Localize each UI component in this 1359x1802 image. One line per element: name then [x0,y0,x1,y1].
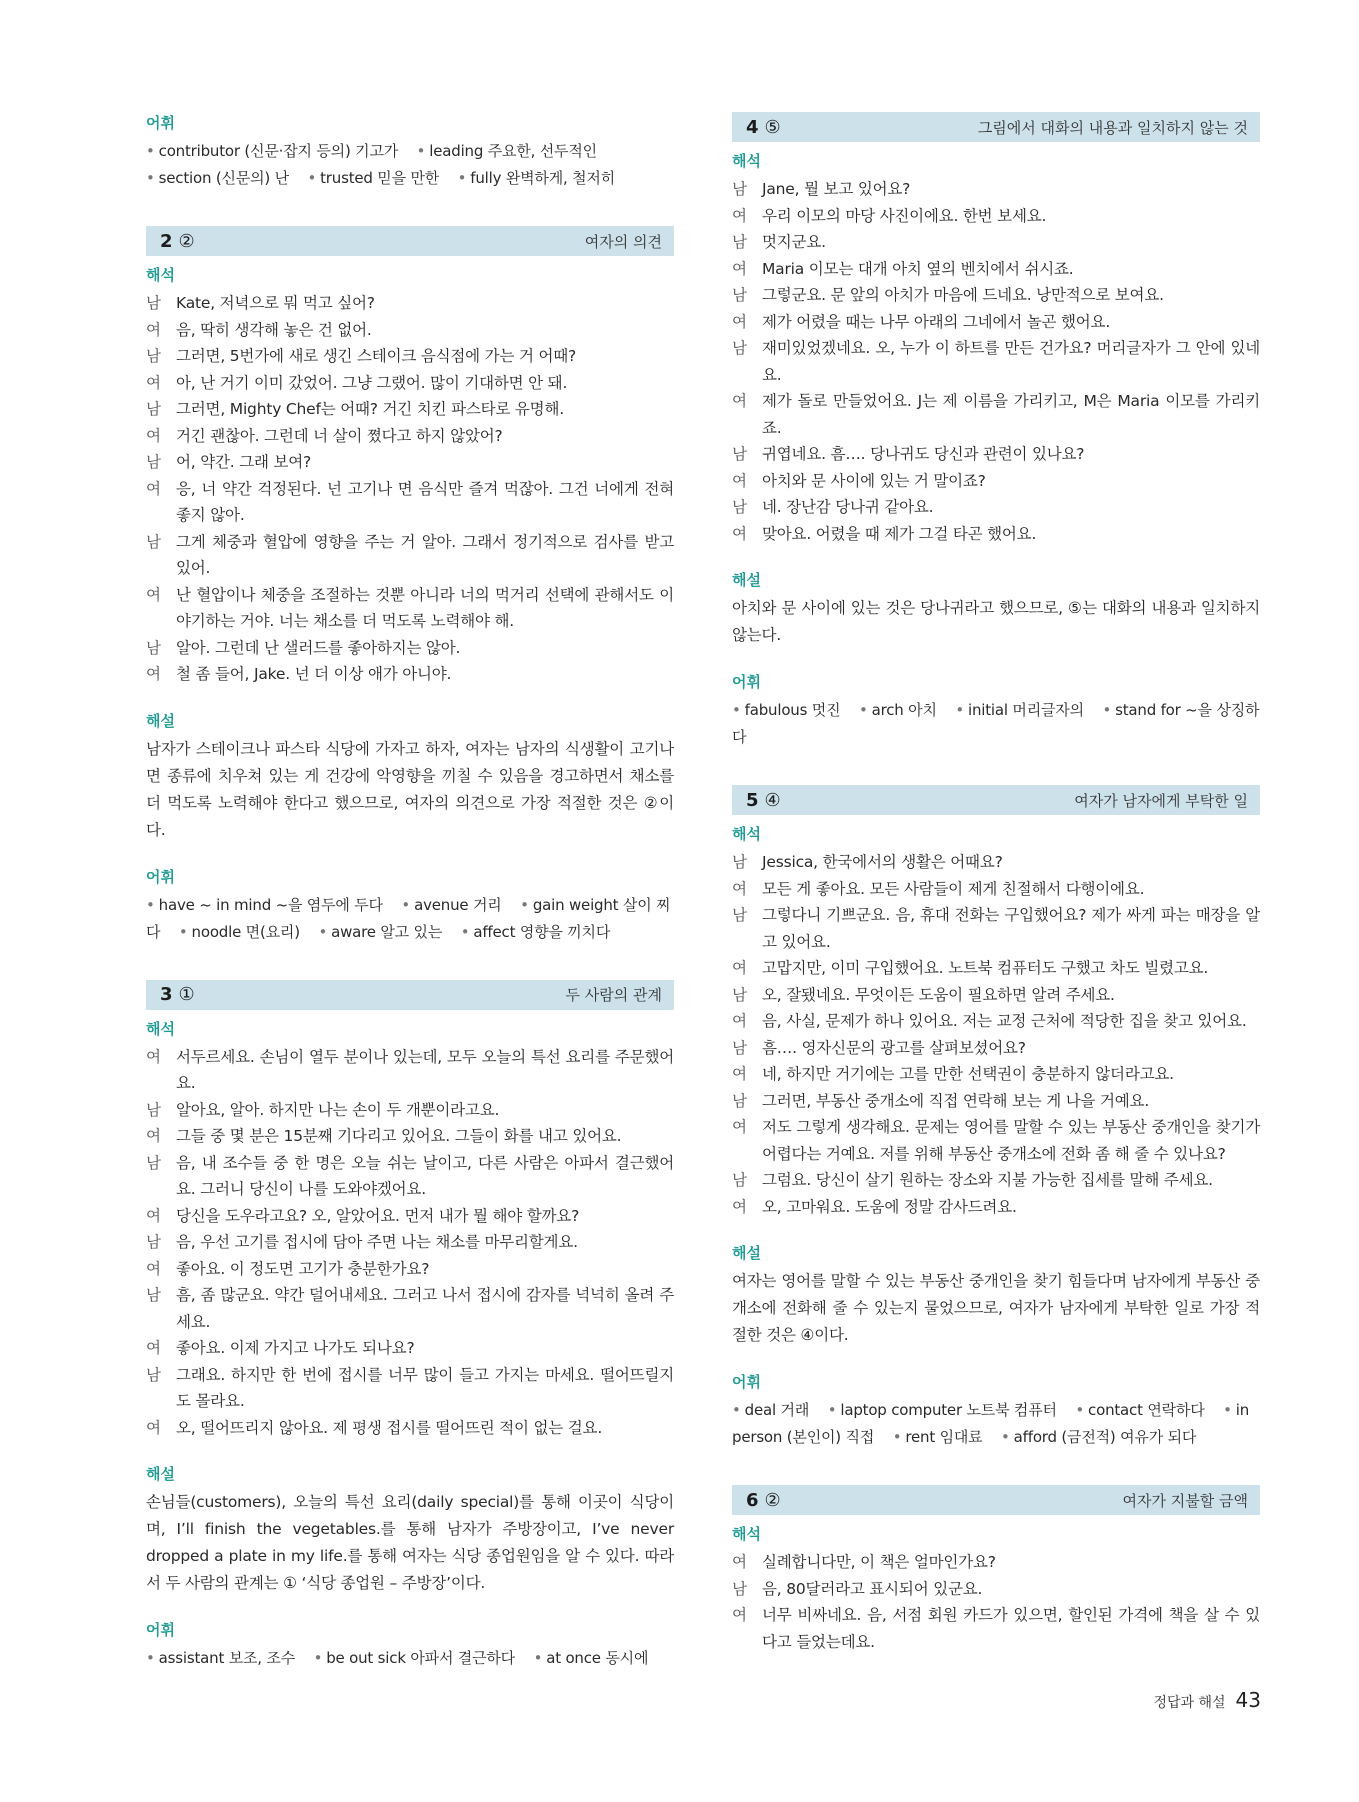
speaker-label: 여 [146,426,161,445]
vocab-text: noodle 면(요리) [191,922,300,941]
speaker-label: 여 [146,1339,161,1357]
vocab-text: arch 아치 [871,701,937,719]
bullet-icon: • [146,895,155,914]
speaker-label: 남 [732,233,747,251]
speaker-label: 여 [146,1047,161,1066]
q4-explanation-label: 해설 [732,571,761,589]
q2-title: 여자의 의견 [584,232,662,251]
dialogue-text: 음, 사실, 문제가 하나 있어요. 저는 교정 근처에 적당한 집을 찾고 있어요. [762,1012,1247,1030]
q6-dialogue [732,1549,1260,1655]
dialogue-line [146,290,674,317]
dialogue-text: 그래요. 하지만 한 번에 접시를 너무 많이 들고 가지는 마세요. 떨어뜨릴지도 몰라요. [176,1365,674,1410]
dialogue-text: 오, 잘됐네요. 무엇이든 도움이 필요하면 알려 주세요. [762,985,1115,1004]
dialogue-line [732,521,1260,548]
q5-vocab-label: 어휘 [732,1373,761,1391]
q2-header-bar [146,226,674,256]
vocab-text: afford (금전적) 여유가 되다 [1013,1428,1197,1446]
vocab-item [458,169,615,187]
q3-explanation-label: 해설 [146,1465,175,1483]
speaker-label: 여 [146,665,161,683]
bullet-icon: • [313,1649,323,1667]
speaker-label: 여 [732,1197,747,1216]
dialogue-line [732,282,1260,309]
bullet-icon: • [457,169,467,187]
dialogue-text: 거긴 괜찮아. 그런데 너 살이 쪘다고 하지 않았어? [176,426,503,445]
dialogue-text: 너무 비싸네요. 음, 서점 회원 카드가 있으면, 할인된 가격에 책을 살 수 있다고 들었는데요. [762,1606,1260,1651]
dialogue-text: 그게 체중과 혈압에 영향을 주는 거 알아. 그래서 정기적으로 검사를 받고 있어. [176,532,674,577]
bullet-icon: • [732,1401,741,1419]
q5-explanation-label: 해설 [732,1244,761,1262]
q3-dialogue [146,1044,674,1442]
page-footer [1153,1688,1261,1712]
dialogue-text: 실례합니다만, 이 책은 얼마인가요? [762,1553,996,1571]
q2-explanation-label: 해설 [146,711,175,730]
vocab-text: in person (본인이) 직접 [732,1401,1250,1446]
vocab-item [146,896,383,914]
bullet-icon: • [460,922,470,941]
dialogue-line [732,982,1260,1009]
vocab-item [146,1649,295,1667]
dialogue-text: 그들 중 몇 분은 15분째 기다리고 있어요. 그들이 화를 내고 있어요. [176,1127,622,1145]
q4-vocab-list [732,697,1260,751]
dialogue-text: Jessica, 한국에서의 생활은 어때요? [762,853,1003,871]
dialogue-text: 오, 고마워요. 도움에 정말 감사드려요. [762,1197,1017,1216]
q2-explanation: 남자가 스테이크나 파스타 식당에 가자고 하자, 여자는 남자의 식생활이 고기나 면 종류에 치우쳐 있는 게 건강에 악영향을 끼칠 수 있음을 경고하면서 채소를 더 먹도록 노력해야 한다고 했으므로, 여자의 의견으로 가장 적절한 것은 ②이다. [146,739,674,839]
q2-translation-label: 해석 [146,266,175,284]
speaker-label: 남 [732,985,747,1004]
q6-title: 여자가 지불할 금액 [1122,1491,1248,1510]
dialogue-text: 고맙지만, 이미 구입했어요. 노트북 컴퓨터도 구했고 차도 빌렸고요. [762,959,1209,977]
dialogue-line [146,1097,674,1124]
speaker-label: 남 [146,400,161,418]
dialogue-line [732,1035,1260,1062]
speaker-label: 남 [146,1365,161,1384]
vocab-text: stand for ~을 상징하다 [732,701,1260,746]
dialogue-text: 당신을 도우라고요? 오, 알았어요. 먼저 내가 뭘 해야 할까요? [176,1206,580,1225]
q2-answer: ② [178,230,195,252]
vocab-item [1001,1428,1196,1446]
dialogue-line [732,1549,1260,1576]
vocab-item [318,923,442,941]
dialogue-line [146,529,674,582]
speaker-label: 남 [732,1038,747,1057]
vocab-item [461,923,610,941]
speaker-label: 남 [146,294,161,312]
speaker-label: 여 [732,1118,747,1136]
dialogue-text: 음, 우선 고기를 접시에 담아 주면 나는 채소를 마무리할게요. [176,1233,578,1251]
dialogue-line [732,309,1260,336]
speaker-label: 여 [732,1065,747,1083]
dialogue-text: 그러면, 부동산 중개소에 직접 연락해 보는 게 나을 거예요. [762,1091,1150,1110]
q1-vocab-list [146,138,674,192]
dialogue-text: 아치와 문 사이에 있는 거 말이죠? [762,471,986,490]
dialogue-text: 재미있었겠네요. 오, 누가 이 하트를 만든 건가요? 머리글자가 그 안에 있네요. [762,339,1260,384]
dialogue-text: 그렇군요. 문 앞의 아치가 마음에 드네요. 낭만적으로 보여요. [762,286,1164,304]
vocab-item [893,1428,983,1446]
footer-section-label: 정답과 해설 [1153,1695,1226,1711]
dialogue-line [146,635,674,662]
q3-title: 두 사람의 관계 [565,986,662,1004]
dialogue-line [732,1008,1260,1035]
speaker-label: 여 [146,1127,161,1145]
vocab-item [732,701,840,719]
speaker-label: 남 [146,1233,161,1251]
q1-vocab-label: 어휘 [146,114,175,132]
vocab-text: affect 영향을 끼치다 [473,922,611,941]
bullet-icon: • [827,1401,837,1419]
dialogue-line [146,1256,674,1283]
dialogue-text: 어, 약간. 그래 보여? [176,453,312,471]
dialogue-text: 제가 어렸을 때는 나무 아래의 그네에서 놀곤 했어요. [762,312,1111,331]
speaker-label: 여 [146,585,161,604]
q2-number: 2 [160,230,173,252]
vocab-text: gain weight 살이 찌다 [146,895,671,941]
vocab-item [534,1649,649,1667]
dialogue-line [732,229,1260,256]
dialogue-text: 저도 그렇게 생각해요. 문제는 영어를 말할 수 있는 부동산 중개인을 찾기가 어렵다는 거예요. 저를 위해 부동산 중개소에 전화 좀 해 줄 수 있나요? [762,1118,1260,1163]
vocab-text: at once 동시에 [546,1649,649,1667]
q3-answer: ① [178,984,195,1005]
dialogue-line [732,335,1260,388]
speaker-label: 남 [732,1171,747,1189]
vocab-item [859,701,937,719]
dialogue-line [732,494,1260,521]
dialogue-line [146,661,674,688]
q3-translation-label: 해석 [146,1019,175,1038]
dialogue-line [732,176,1260,203]
speaker-label: 여 [146,1259,161,1278]
speaker-label: 남 [732,286,747,304]
q4-explanation: 아치와 문 사이에 있는 것은 당나귀라고 했으므로, ⑤는 대화의 내용과 일치하지 않는다. [732,599,1260,644]
bullet-icon: • [318,922,328,941]
dialogue-text: 난 혈압이나 체중을 조절하는 것뿐 아니라 너의 먹거리 선택에 관해서도 이야기하는 거야. 너는 채소를 더 먹도록 노력해야 해. [176,585,674,630]
speaker-label: 남 [732,339,747,357]
bullet-icon: • [1223,1401,1232,1419]
dialogue-line [732,441,1260,468]
dialogue-line [146,476,674,529]
speaker-label: 남 [146,532,161,551]
q4-header-bar [732,112,1260,142]
vocab-text: laptop computer 노트북 컴퓨터 [840,1401,1057,1419]
speaker-label: 여 [146,320,161,339]
bullet-icon: • [401,895,411,914]
dialogue-line [732,1088,1260,1115]
speaker-label: 여 [732,392,747,410]
speaker-label: 남 [146,1100,161,1119]
vocab-text: avenue 거리 [414,895,502,914]
dialogue-text: 철 좀 들어, Jake. 넌 더 이상 애가 아니야. [176,665,452,683]
dialogue-text: 음, 딱히 생각해 놓은 건 없어. [176,320,372,339]
dialogue-text: Jane, 뭘 보고 있어요? [762,180,911,198]
vocab-item [417,142,597,160]
dialogue-line [732,388,1260,441]
dialogue-text: 네. 장난감 당나귀 같아요. [762,498,934,516]
vocab-item [179,923,300,941]
dialogue-line [146,1362,674,1415]
q5-number: 5 [746,789,759,811]
vocab-text: contributor (신문·잡지 등의) 기고가 [158,142,399,160]
vocab-item [732,1401,809,1419]
q5-title: 여자가 남자에게 부탁한 일 [1074,791,1248,810]
dialogue-text: 알아. 그런데 난 샐러드를 좋아하지는 않아. [176,638,461,657]
speaker-label: 여 [732,471,747,490]
q4-vocab-label: 어휘 [732,673,761,691]
q4-title: 그림에서 대화의 내용과 일치하지 않는 것 [977,118,1248,137]
speaker-label: 여 [146,479,161,498]
vocab-text: aware 알고 있는 [331,922,443,941]
vocab-text: trusted 믿을 만한 [320,169,440,187]
dialogue-line [732,1167,1260,1194]
dialogue-line [146,1229,674,1256]
bullet-icon: • [178,922,188,941]
vocab-item [401,896,501,914]
dialogue-line [732,1114,1260,1167]
dialogue-line [732,468,1260,495]
dialogue-text: 모든 게 좋아요. 모든 사람들이 제게 친절해서 다행이에요. [762,879,1145,898]
speaker-label: 여 [732,259,747,278]
dialogue-text: 멋지군요. [762,233,826,251]
dialogue-line [732,1602,1260,1655]
q4-translation-label: 해석 [732,152,761,170]
dialogue-text: 그러면, Mighty Chef는 어때? 거긴 치킨 파스타로 유명해. [176,400,564,418]
q2-vocab-label: 어휘 [146,867,175,886]
dialogue-line [732,902,1260,955]
vocab-item [314,1649,515,1667]
bullet-icon: • [732,701,741,719]
dialogue-text: 응, 너 약간 걱정된다. 넌 고기나 면 음식만 즐겨 먹잖아. 그건 너에게 전혀 좋지 않아. [176,479,674,524]
bullet-icon: • [307,169,317,187]
dialogue-line [732,1576,1260,1603]
speaker-label: 여 [146,1206,161,1225]
speaker-label: 남 [732,1091,747,1110]
speaker-label: 남 [146,453,161,471]
dialogue-text: 그럼요. 당신이 살기 원하는 장소와 지불 가능한 집세를 말해 주세요. [762,1171,1213,1189]
dialogue-text: 그러면, 5번가에 새로 생긴 스테이크 음식점에 가는 거 어때? [176,347,577,365]
speaker-label: 남 [732,1579,747,1598]
bullet-icon: • [858,701,868,719]
speaker-label: 여 [732,879,747,898]
vocab-item [146,142,398,160]
speaker-label: 남 [146,1153,161,1172]
dialogue-line [732,203,1260,230]
dialogue-text: 서두르세요. 손님이 열두 분이나 있는데, 모두 오늘의 특선 요리를 주문했어요. [176,1047,674,1092]
speaker-label: 여 [146,1418,161,1437]
q3-explanation: 손님들(customers), 오늘의 특선 요리(daily special)를 통해 이곳이 식당이며, I’ll finish the vegetables.를 통해 남자가 주방장이고, I’ve never dropped a plate in my life.를 통해 여자는 식당 종업원임을 알 수 있다. 따라서 두 사람의 관계는 ① ‘식당 종업원 – 주방장’이다. [146,1493,674,1592]
bullet-icon: • [146,142,155,160]
vocab-text: leading 주요한, 선두적인 [429,142,597,160]
dialogue-line [732,256,1260,283]
vocab-item [828,1401,1057,1419]
vocab-text: fully 완벽하게, 철저히 [470,169,616,187]
dialogue-text: 좋아요. 이제 가지고 나가도 되나요? [176,1339,415,1357]
q2-dialogue [146,290,674,688]
q4-dialogue [732,176,1260,547]
dialogue-line [146,1123,674,1150]
dialogue-line [146,449,674,476]
bullet-icon: • [1001,1428,1010,1446]
speaker-label: 남 [146,1286,161,1304]
dialogue-line [146,1415,674,1442]
q6-answer: ② [764,1489,781,1511]
speaker-label: 여 [732,1606,747,1624]
q6-translation-label: 해석 [732,1525,761,1543]
vocab-text: rent 임대료 [905,1428,983,1446]
speaker-label: 남 [146,638,161,657]
vocab-text: be out sick 아파서 결근하다 [326,1649,515,1667]
speaker-label: 남 [732,853,747,871]
bullet-icon: • [1075,1401,1085,1419]
dialogue-text: 귀엽네요. 흠…. 당나귀도 당신과 관련이 있나요? [762,445,1085,463]
dialogue-line [146,1150,674,1203]
dialogue-text: 아, 난 거기 이미 갔었어. 그냥 그랬어. 많이 기대하면 안 돼. [176,373,568,392]
q3-header-bar [146,980,674,1010]
dialogue-text: 오, 떨어뜨리지 않아요. 제 평생 접시를 떨어뜨린 적이 없는 걸요. [176,1418,603,1437]
speaker-label: 여 [732,1012,747,1030]
speaker-label: 남 [732,498,747,516]
q2-vocab-list [146,892,674,946]
dialogue-text: Maria 이모는 대개 아치 옆의 벤치에서 쉬시죠. [762,259,1074,278]
dialogue-text: 우리 이모의 마당 사진이에요. 한번 보세요. [762,206,1047,225]
dialogue-line [146,423,674,450]
dialogue-text: 음, 내 조수들 중 한 명은 오늘 쉬는 날이고, 다른 사람은 아파서 결근했어요. 그러니 당신이 나를 도와야겠어요. [176,1153,674,1198]
q5-header-bar [732,785,1260,815]
dialogue-text: 맞아요. 어렸을 때 제가 그걸 타곤 했어요. [762,524,1037,543]
dialogue-text: 음, 80달러라고 표시되어 있군요. [762,1579,983,1598]
dialogue-line [146,1282,674,1335]
q3-number: 3 [160,984,173,1005]
vocab-text: have ~ in mind ~을 염두에 두다 [158,895,383,914]
vocab-item [955,701,1084,719]
vocab-item [1075,1401,1204,1419]
dialogue-line [732,955,1260,982]
bullet-icon: • [892,1428,902,1446]
vocab-text: fabulous 멋진 [744,701,841,719]
dialogue-line [146,1044,674,1097]
left-column [146,112,674,1672]
vocab-text: deal 거래 [744,1401,810,1419]
dialogue-text: 흠, 좀 많군요. 약간 덜어내세요. 그러고 나서 접시에 감자를 넉넉히 올려 주세요. [176,1286,674,1331]
q3-vocab-label: 어휘 [146,1621,175,1639]
dialogue-line [146,343,674,370]
q3-vocab-list [146,1645,674,1672]
q6-number: 6 [746,1489,759,1511]
speaker-label: 남 [732,906,747,924]
dialogue-line [732,1194,1260,1221]
q5-answer: ④ [764,789,781,811]
q4-answer: ⑤ [764,116,781,138]
speaker-label: 여 [732,312,747,331]
bullet-icon: • [1102,701,1112,719]
bullet-icon: • [146,1649,155,1667]
q5-explanation: 여자는 영어를 말할 수 있는 부동산 중개인을 찾기 힘들다며 남자에게 부동산 중개소에 전화해 줄 수 있는지 물었으므로, 여자가 남자에게 부탁한 일로 가장 적절한 것은 ④이다. [732,1272,1260,1344]
dialogue-line [732,849,1260,876]
speaker-label: 여 [732,206,747,225]
page-number: 43 [1235,1688,1261,1712]
dialogue-text: 그렇다니 기쁘군요. 음, 휴대 전화는 구입했어요? 제가 싸게 파는 매장을 알고 있어요. [762,906,1260,951]
speaker-label: 남 [146,347,161,365]
q6-header-bar [732,1485,1260,1515]
vocab-item [307,169,439,187]
bullet-icon: • [955,701,964,719]
bullet-icon: • [416,142,426,160]
vocab-text: contact 연락하다 [1088,1401,1205,1419]
dialogue-line [146,396,674,423]
dialogue-text: 좋아요. 이 정도면 고기가 충분한가요? [176,1259,430,1278]
dialogue-line [732,876,1260,903]
bullet-icon: • [146,169,155,187]
dialogue-line [146,1335,674,1362]
vocab-text: section (신문의) 난 [158,169,289,187]
q5-translation-label: 해석 [732,825,761,843]
vocab-item [146,169,289,187]
dialogue-text: 흠…. 영자신문의 광고를 살펴보셨어요? [762,1038,1026,1057]
dialogue-text: 네, 하지만 거기에는 고를 만한 선택권이 충분하지 않더라고요. [762,1065,1174,1083]
q5-vocab-list [732,1397,1260,1451]
speaker-label: 여 [732,1553,747,1571]
dialogue-line [732,1061,1260,1088]
speaker-label: 여 [732,524,747,543]
dialogue-text: Kate, 저녁으로 뭐 먹고 싶어? [176,294,375,312]
speaker-label: 여 [146,373,161,392]
dialogue-line [146,1203,674,1230]
bullet-icon: • [533,1649,543,1667]
speaker-label: 남 [732,180,747,198]
dialogue-line [146,317,674,344]
q4-number: 4 [746,116,759,138]
dialogue-line [146,370,674,397]
speaker-label: 여 [732,959,747,977]
vocab-text: initial 머리글자의 [967,701,1084,719]
right-column [732,112,1260,1655]
dialogue-line [146,582,674,635]
dialogue-text: 알아요, 알아. 하지만 나는 손이 두 개뿐이라고요. [176,1100,500,1119]
q5-dialogue [732,849,1260,1220]
speaker-label: 남 [732,445,747,463]
vocab-text: assistant 보조, 조수 [158,1649,295,1667]
dialogue-text: 제가 돌로 만들었어요. J는 제 이름을 가리키고, M은 Maria 이모를 가리키죠. [762,392,1260,437]
bullet-icon: • [520,895,529,914]
